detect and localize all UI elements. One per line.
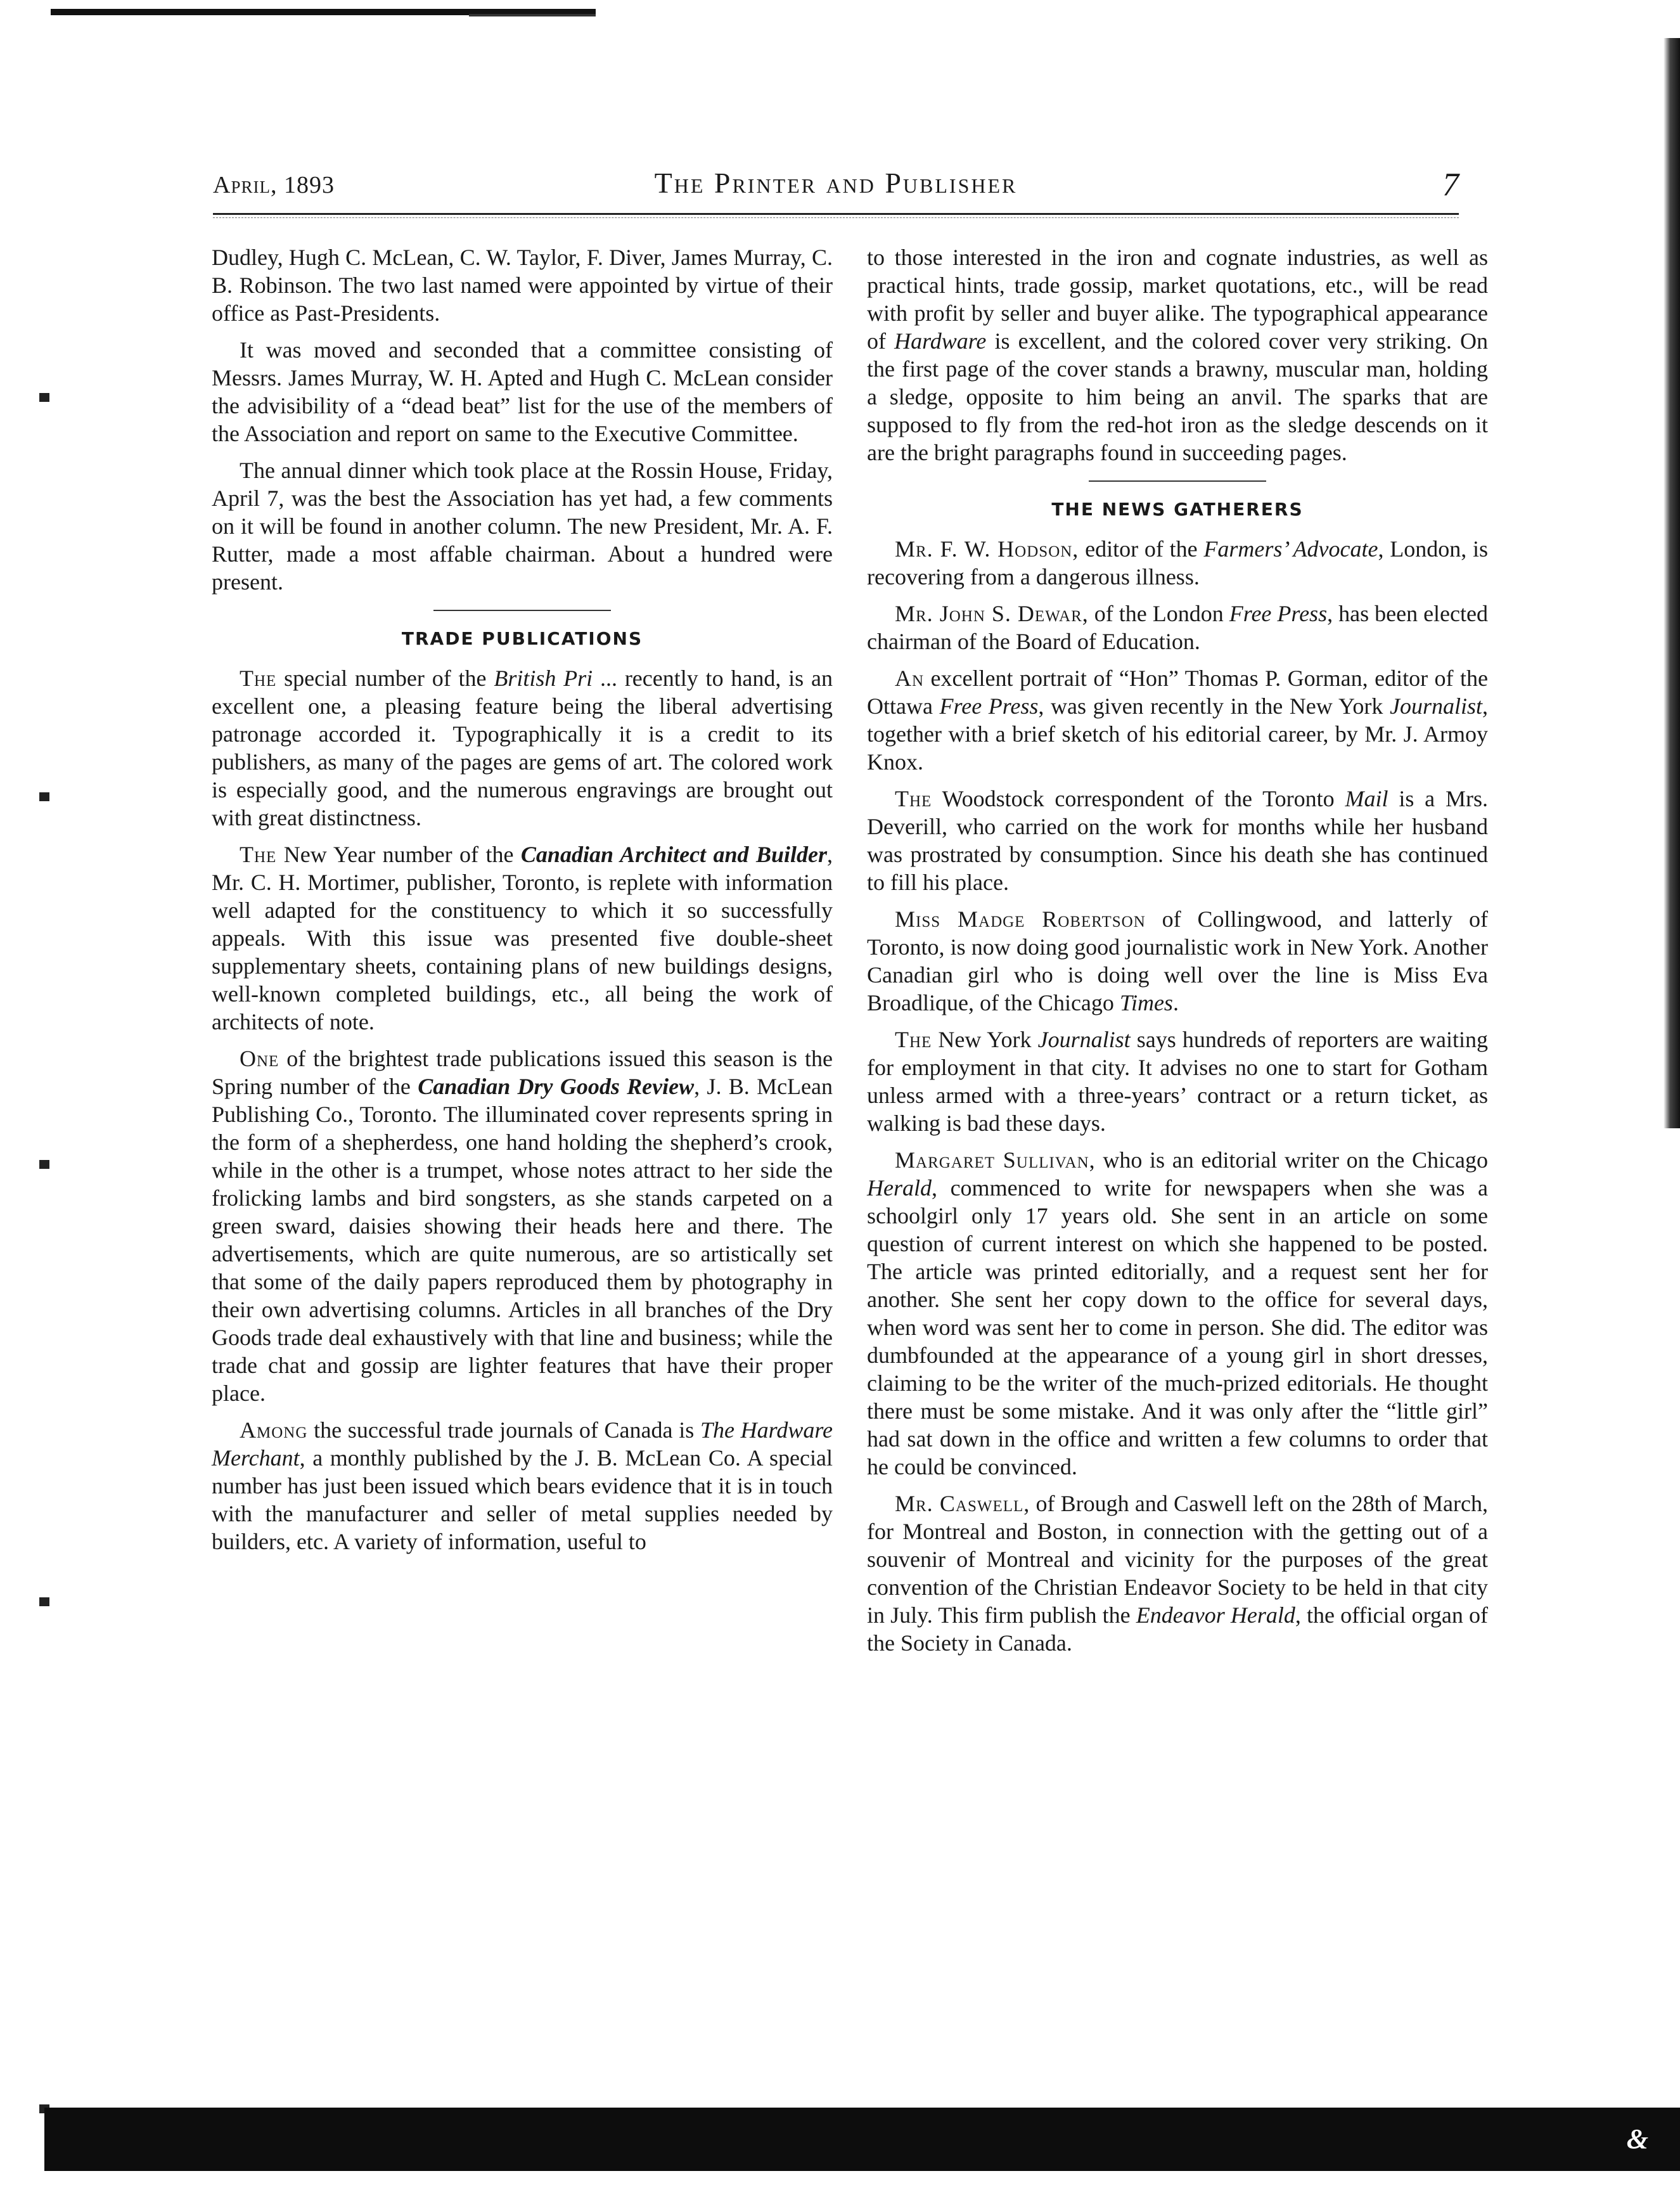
publication-name: Journalist [1037, 1027, 1131, 1052]
header-rule [213, 213, 1459, 218]
text: editor of the [1079, 536, 1204, 562]
scan-bottom-edge [44, 2108, 1680, 2171]
publication-name: The Hardware Merchant [212, 1417, 833, 1471]
text: , a monthly published by the J. B. McLean Co. A special number has just been issued which bears evidence that it is in touch with the manufacturer and seller of metal supplies needed by builders, etc. A variety of information, useful to [212, 1445, 833, 1554]
text: excellent portrait of “Hon” Thomas P. Gorman, editor of the Ottawa [867, 666, 1488, 719]
text: , Mr. C. H. Mortimer, publisher, Toronto, is replete with information well adapted for the constituency to which it so successfully appeals. With this issue was presented five double-sheet supplementary sheets, containing plans of new buildings designs, well-known completed buildings, etc., all being the work of architects of note. [212, 842, 833, 1034]
text: who is an editorial writer on the Chicago [1095, 1147, 1488, 1173]
paragraph [867, 535, 1488, 591]
publication-name: Herald [867, 1175, 932, 1201]
publication-name: Free Press [1229, 601, 1328, 626]
lead-in: Mr. F. W. Hodson, [895, 536, 1079, 562]
section-separator [433, 610, 611, 611]
lead-in: Miss Madge Robertson [895, 906, 1146, 932]
text: the successful trade journals of Canada is [307, 1417, 700, 1443]
text: is a Mrs. Deverill, who carried on the work for months while her husband was prostrated by consumption. Since his death she has continued to fill his place. [867, 786, 1488, 895]
publication-name: Times [1119, 990, 1173, 1015]
margin-mark [39, 1160, 49, 1169]
text: Woodstock correspondent of the Toronto [932, 786, 1345, 811]
paragraph [867, 1026, 1488, 1137]
text: to those interested in the iron and cognate industries, as well as practical hints, trade gossip, market quotations, etc., will be read with profit by seller and buyer alike. The typographical appearance of [867, 245, 1488, 354]
lead-in: The [895, 1027, 932, 1052]
margin-mark [39, 1597, 49, 1606]
lead-in: The [240, 666, 277, 691]
scan-edge-rule-thin [469, 14, 596, 16]
paragraph [212, 1045, 833, 1407]
text: is excellent, and the colored cover very striking. On the first page of the cover stands a brawny, muscular man, holding a sledge, opposite to him being an anvil. The sparks that are supposed to fly from the red-hot iron as the sledge descends on it are the bright paragraphs found in succeeding pages. [867, 328, 1488, 465]
issue-date: April, 1893 [213, 172, 335, 198]
paragraph: Dudley, Hugh C. McLean, C. W. Taylor, F. Diver, James Murray, C. B. Robinson. The two last named were appointed by virtue of their office as Past-Presidents. [212, 245, 833, 326]
paragraph [867, 785, 1488, 896]
text: of the brightest trade publications issued this season is the Spring number of the [212, 1046, 833, 1099]
text: of Collingwood, and latterly of Toronto, is now doing good journalistic work in New York. Another Canadian girl who is doing well over the line is Miss Eva Broadlique, of the Chicago [867, 906, 1488, 1015]
paragraph [212, 664, 833, 832]
lead-in: The [240, 842, 277, 867]
publication-name: Farmers’ Advocate [1203, 536, 1378, 562]
paragraph [867, 1490, 1488, 1657]
running-head [213, 166, 1459, 204]
section-heading: TRADE PUBLICATIONS [401, 628, 643, 649]
paragraph [867, 243, 1488, 467]
text: , London, is recovering from a dangerous illness. [867, 536, 1488, 589]
section-heading: THE NEWS GATHERERS [1051, 499, 1304, 520]
text: ... recently to hand, is an excellent one, a pleasing feature being the liberal advertising patronage accorded it. Typographically it is a credit to its publishers, as many of the pages are gems of art. The colored work is especially good, and the numerous engravings are brought out with great distinctness. [212, 666, 833, 830]
page-binding-edge [1664, 38, 1680, 1128]
paragraph: The annual dinner which took place at the Rossin House, Friday, April 7, was the best the Association has yet had, a few comments on it will be found in another column. The new President, Mr. A. F. Rutter, made a most affable chairman. About a hundred were present. [212, 458, 833, 595]
paragraph [212, 841, 833, 1036]
text: , J. B. McLean Publishing Co., Toronto. The illuminated cover represents spring in the form of a shepherdess, one hand holding the shepherd’s crook, while in the other is a trumpet, whose notes attract to her side the frolicking lambs and bird songsters, as she stands carpeted on a green sward, daisies showing their heads here and there. The advertisements, which are quite numerous, are so artistically set that some of the daily papers reproduced them by photography in their own advertising columns. Articles in all branches of the Dry Goods trade deal exhaustively with that line and business; while the trade chat and gossip are lighter features that have their proper place. [212, 1074, 833, 1406]
text: special number of the [276, 666, 494, 691]
paragraph [867, 600, 1488, 655]
margin-mark [39, 393, 49, 402]
section-separator [1089, 480, 1266, 482]
paragraph: It was moved and seconded that a committee consisting of Messrs. James Murray, W. H. Apted and Hugh C. McLean consider the advisibility of a “dead beat” list for the use of the members of the Association and report on same to the Executive Committee. [212, 337, 833, 446]
lead-in: Mr. John S. Dewar, [895, 601, 1089, 626]
publication-name: Endeavor Herald [1136, 1602, 1295, 1628]
margin-mark [39, 792, 49, 801]
left-column [212, 243, 833, 1564]
text: , commenced to write for newspapers when she was a schoolgirl only 17 years old. She sent in an article on some question of current interest on which she happened to be posted. The article was printed editorially, and a request sent her for another. She sent her copy down to the office for several days, when word was sent her to come in person. She did. The editor was dumbfounded at the appearance of a young girl in short dresses, claiming to be the writer of the much-prized editorials. He thought there must be some mistake. And it was only after the “little girl” had sat down in the office and written a few columns to order that he could be convinced. [867, 1175, 1488, 1479]
lead-in: One [240, 1046, 279, 1071]
text: , has been elected chairman of the Board of Education. [867, 601, 1488, 654]
publication-name: Free Press [939, 693, 1039, 719]
publication-title: The Printer and Publisher [654, 167, 1018, 199]
publication-name: Canadian Dry Goods Review [418, 1074, 695, 1099]
publication-name: Journalist [1389, 693, 1482, 719]
lead-in: Mr. Caswell, [895, 1491, 1030, 1516]
text: of the London [1088, 601, 1229, 626]
publication-name: British Pri [494, 666, 593, 691]
lead-in: Among [240, 1417, 308, 1443]
text: . [1172, 990, 1179, 1015]
text: of Brough and Caswell left on the 28th of March, for Montreal and Boston, in connection with the getting out of a souvenir of Montreal and vicinity for the purposes of the great convention of the Christian Endeavor Society to be held in that city in July. This firm publish the [867, 1491, 1488, 1628]
paragraph [212, 1416, 833, 1556]
footer-mark: & [1626, 2123, 1648, 2155]
paragraph [867, 1146, 1488, 1481]
text: New York [932, 1027, 1038, 1052]
text: New Year number of the [276, 842, 521, 867]
paragraph [867, 664, 1488, 776]
text: , the official organ of the Society in Canada. [867, 1602, 1488, 1656]
text: , together with a brief sketch of his editorial career, by Mr. J. Armoy Knox. [867, 693, 1488, 775]
lead-in: The [895, 786, 932, 811]
lead-in: Margaret Sullivan, [895, 1147, 1096, 1173]
text: says hundreds of reporters are waiting for employment in that city. It advises no one to start for Gotham unless armed with a three-years’ contract or a return ticket, as walking is bad these days. [867, 1027, 1488, 1136]
right-column [867, 243, 1488, 1666]
paragraph [867, 905, 1488, 1017]
publication-name: Canadian Architect and Builder [520, 842, 827, 867]
page-number: 7 [1442, 167, 1459, 203]
lead-in: An [895, 666, 925, 691]
margin-marks [39, 393, 52, 2168]
text: , was given recently in the New York [1038, 693, 1390, 719]
publication-name: Hardware [894, 328, 987, 354]
publication-name: Mail [1345, 786, 1388, 811]
